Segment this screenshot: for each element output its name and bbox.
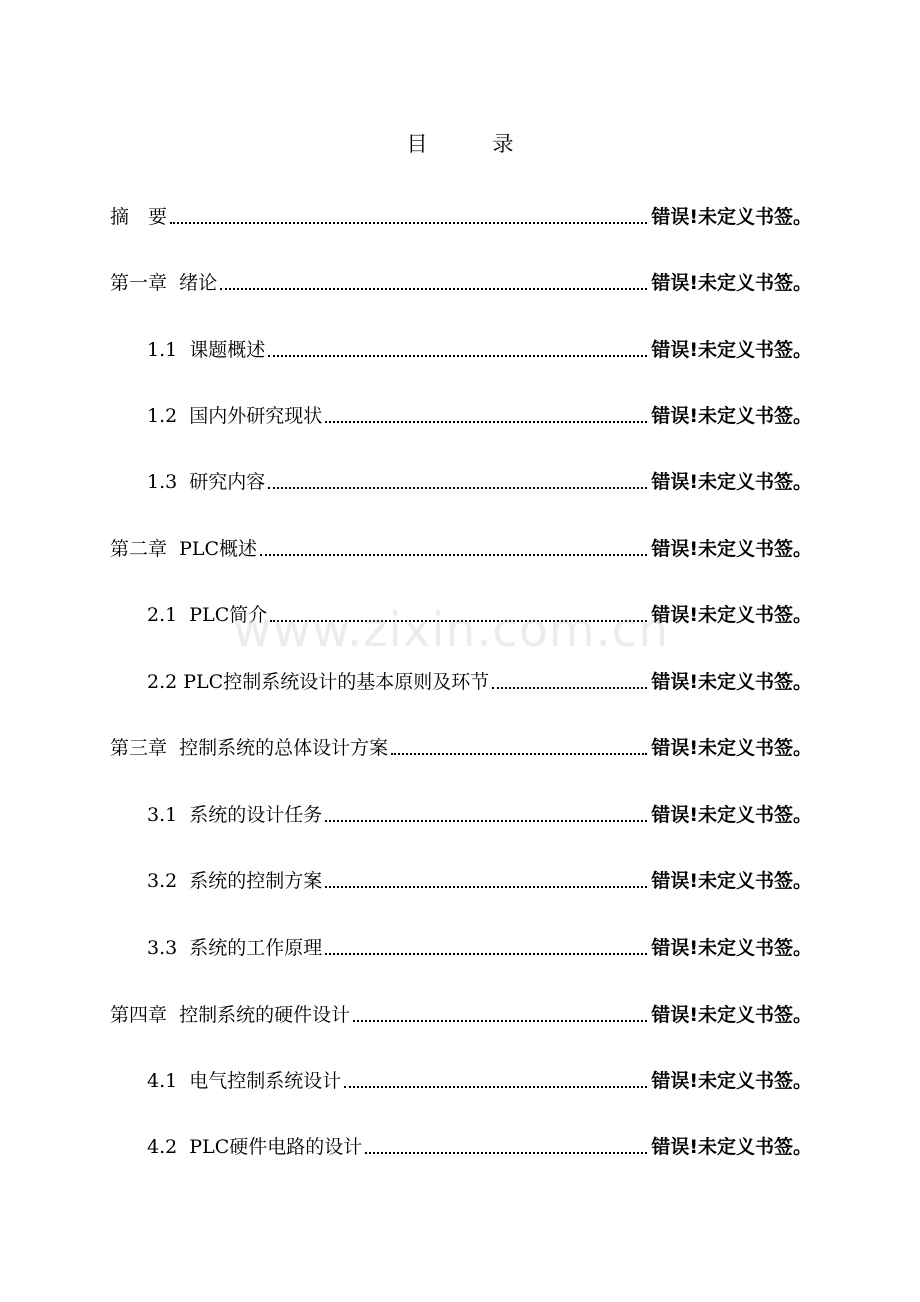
toc-entry-section-2-1[interactable] bbox=[147, 596, 812, 626]
toc-entry-label: 3.3 系统的工作原理 bbox=[147, 937, 323, 959]
toc-entry-label: 3.2 系统的控制方案 bbox=[147, 870, 323, 892]
toc-entry-page: 错误!未定义书签。 bbox=[651, 272, 812, 294]
watermark: www.zixin.com.cn bbox=[233, 603, 670, 658]
toc-entry-label: 3.1 系统的设计任务 bbox=[147, 804, 323, 826]
toc-entry-label: 2.1 PLC简介 bbox=[147, 604, 268, 626]
dot-leader bbox=[270, 620, 647, 622]
toc-entry-page: 错误!未定义书签。 bbox=[651, 671, 812, 693]
toc-entry-chapter-4[interactable] bbox=[110, 996, 812, 1026]
toc-entry-page: 错误!未定义书签。 bbox=[651, 937, 812, 959]
toc-entry-section-3-2[interactable] bbox=[147, 862, 812, 892]
dot-leader bbox=[220, 288, 647, 290]
toc-entry-label: 2.2 PLC控制系统设计的基本原则及环节 bbox=[147, 671, 490, 693]
dot-leader bbox=[268, 355, 647, 357]
toc-entry-section-1-3[interactable] bbox=[147, 463, 812, 493]
dot-leader bbox=[325, 421, 647, 423]
toc-entry-label: 第二章 PLC概述 bbox=[110, 538, 258, 560]
toc-entry-page: 错误!未定义书签。 bbox=[651, 804, 812, 826]
dot-leader bbox=[353, 1020, 647, 1022]
toc-entry-section-3-3[interactable] bbox=[147, 929, 812, 959]
toc-entry-label: 4.2 PLC硬件电路的设计 bbox=[147, 1136, 363, 1158]
toc-entry-chapter-3[interactable] bbox=[110, 729, 812, 759]
toc-entry-section-1-2[interactable] bbox=[147, 397, 812, 427]
toc-entry-label: 摘 要 bbox=[110, 206, 168, 228]
dot-leader bbox=[365, 1152, 647, 1154]
toc-entry-page: 错误!未定义书签。 bbox=[651, 339, 812, 361]
toc-title: 目 录 bbox=[406, 132, 536, 156]
toc-entry-page: 错误!未定义书签。 bbox=[651, 870, 812, 892]
toc-entry-label: 第一章 绪论 bbox=[110, 272, 218, 294]
toc-entry-section-2-2[interactable] bbox=[147, 663, 812, 693]
toc-entry-chapter-1[interactable] bbox=[110, 264, 812, 294]
toc-entry-section-1-1[interactable] bbox=[147, 331, 812, 361]
dot-leader bbox=[170, 222, 647, 224]
toc-entry-page: 错误!未定义书签。 bbox=[651, 737, 812, 759]
toc-entry-page: 错误!未定义书签。 bbox=[651, 471, 812, 493]
toc-entry-label: 1.1 课题概述 bbox=[147, 339, 266, 361]
dot-leader bbox=[391, 753, 647, 755]
dot-leader bbox=[325, 820, 647, 822]
dot-leader bbox=[325, 886, 647, 888]
toc-entry-page: 错误!未定义书签。 bbox=[651, 1070, 812, 1092]
toc-entry-page: 错误!未定义书签。 bbox=[651, 206, 812, 228]
toc-entry-label: 1.2 国内外研究现状 bbox=[147, 405, 323, 427]
toc-entry-page: 错误!未定义书签。 bbox=[651, 405, 812, 427]
dot-leader bbox=[492, 687, 647, 689]
dot-leader bbox=[344, 1086, 647, 1088]
toc-entry-page: 错误!未定义书签。 bbox=[651, 1136, 812, 1158]
toc-entry-label: 4.1 电气控制系统设计 bbox=[147, 1070, 342, 1092]
toc-entry-section-4-1[interactable] bbox=[147, 1062, 812, 1092]
dot-leader bbox=[260, 554, 647, 556]
toc-entry-label: 1.3 研究内容 bbox=[147, 471, 266, 493]
toc-entry-label: 第三章 控制系统的总体设计方案 bbox=[110, 737, 389, 759]
toc-entry-section-4-2[interactable] bbox=[147, 1128, 812, 1158]
toc-entry-abstract[interactable] bbox=[110, 198, 812, 228]
dot-leader bbox=[325, 953, 647, 955]
toc-entry-page: 错误!未定义书签。 bbox=[651, 1004, 812, 1026]
dot-leader bbox=[268, 487, 647, 489]
toc-entry-section-3-1[interactable] bbox=[147, 796, 812, 826]
toc-entry-page: 错误!未定义书签。 bbox=[651, 604, 812, 626]
toc-entry-page: 错误!未定义书签。 bbox=[651, 538, 812, 560]
toc-entry-label: 第四章 控制系统的硬件设计 bbox=[110, 1004, 351, 1026]
toc-entry-chapter-2[interactable] bbox=[110, 530, 812, 560]
